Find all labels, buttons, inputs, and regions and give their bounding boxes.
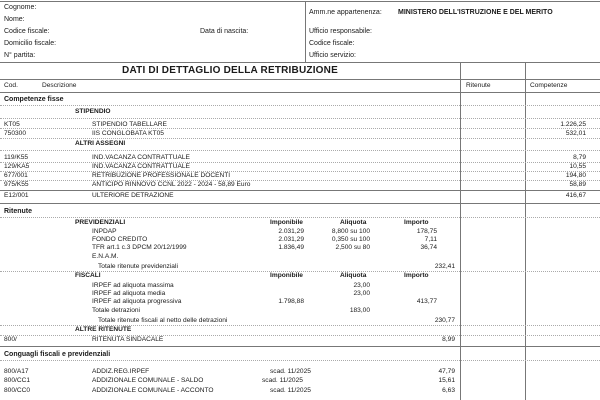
- subsection-previdenziali: PREVIDENZIALI: [75, 219, 126, 226]
- row-code: 975/K55: [4, 181, 29, 188]
- row-importo: 36,74: [420, 244, 437, 251]
- row-description: ADDIZ.REG.IRPEF: [92, 368, 150, 375]
- row-amount: 416,67: [565, 192, 586, 199]
- row-code: 800/A17: [4, 368, 29, 375]
- row-description: ANTICIPO RINNOVO CCNL 2022 - 2024 - 58,89 Euro: [92, 181, 251, 188]
- row-description: INPDAP: [92, 228, 117, 235]
- total-fiscali-value: 230,77: [434, 317, 455, 324]
- row-code: KT05: [4, 121, 20, 128]
- header-aliquota-fiscali: Aliquota: [340, 272, 367, 279]
- header-imponibile: Imponibile: [270, 219, 303, 226]
- row-amount: 47,79: [438, 368, 455, 375]
- total-previdenziali-label: Totale ritenute previdenziali: [98, 263, 178, 270]
- row-description: RITENUTA SINDACALE: [92, 336, 164, 343]
- row-description: E.N.A.M.: [92, 253, 119, 260]
- row-separator: [0, 162, 600, 163]
- column-header-description: Descrizione: [42, 82, 77, 89]
- column-header-code: Cod.: [4, 82, 18, 89]
- row-due-date: scad. 11/2025: [270, 387, 311, 394]
- row-code: 119/K55: [4, 154, 29, 161]
- row-separator: [0, 335, 600, 336]
- row-code: 800/: [4, 336, 17, 343]
- title-underline: [0, 79, 600, 80]
- row-imponibile: 1.798,88: [278, 298, 304, 305]
- name-label: Nome:: [4, 16, 25, 23]
- row-aliquota: 23,00: [353, 282, 370, 289]
- row-amount: 194,80: [565, 172, 586, 179]
- row-separator: [0, 217, 600, 218]
- row-amount: 8,99: [442, 336, 455, 343]
- section-title-conguagli: Conguagli fiscali e previdenziali: [4, 351, 111, 358]
- row-separator: [0, 190, 600, 191]
- row-description: STIPENDIO TABELLARE: [92, 121, 167, 128]
- responsible-office-label: Ufficio responsabile:: [309, 28, 372, 35]
- competenze-column-divider: [525, 63, 526, 400]
- row-code: 677/001: [4, 172, 28, 179]
- row-amount: 6,63: [442, 387, 455, 394]
- tax-domicile-label: Domicilio fiscale:: [4, 40, 57, 47]
- row-description: IRPEF ad aliquota progressiva: [92, 298, 182, 305]
- subsection-altri-assegni: ALTRI ASSEGNI: [75, 140, 126, 147]
- row-aliquota: 2,500 su 80: [335, 244, 370, 251]
- row-separator: [0, 118, 600, 119]
- row-aliquota: 0,350 su 100: [331, 236, 370, 243]
- position-number-label: N° partita:: [4, 52, 36, 59]
- header-importo-fiscali: Importo: [404, 272, 429, 279]
- row-description: IIS CONGLOBATA KT05: [92, 130, 164, 137]
- subsection-stipendio: STIPENDIO: [75, 108, 111, 115]
- header-bottom-line: [0, 62, 600, 63]
- row-code: 800/CC0: [4, 387, 31, 394]
- row-separator: [0, 171, 600, 172]
- row-due-date: scad. 11/2025: [270, 368, 311, 375]
- row-separator: [0, 105, 600, 106]
- row-importo: 413,77: [416, 298, 437, 305]
- surname-label: Cognome:: [4, 4, 37, 11]
- header-top-line: [0, 1, 600, 2]
- column-header-underline: [0, 92, 600, 93]
- affiliation-value: MINISTERO DELL'ISTRUZIONE E DEL MERITO: [398, 9, 553, 16]
- birth-date-label: Data di nascita:: [200, 28, 249, 35]
- row-importo: 7,11: [424, 236, 437, 243]
- row-amount: 10,55: [569, 163, 586, 170]
- tax-code-label: Codice fiscale:: [4, 28, 50, 35]
- row-separator: [0, 150, 600, 151]
- row-separator: [0, 128, 600, 129]
- row-description: FONDO CREDITO: [92, 236, 148, 243]
- row-separator: [0, 360, 600, 361]
- row-imponibile: 2.031,29: [278, 228, 304, 235]
- section-separator: [0, 346, 600, 347]
- total-previdenziali-value: 232,41: [434, 263, 455, 270]
- section-title-competenze: Competenze fisse: [4, 96, 64, 103]
- section-title-ritenute: Ritenute: [4, 208, 32, 215]
- header-importo: Importo: [404, 219, 429, 226]
- row-amount: 8,79: [573, 154, 586, 161]
- header-divider: [305, 1, 306, 62]
- page-title: DATI DI DETTAGLIO DELLA RETRIBUZIONE: [122, 65, 338, 76]
- section-separator: [0, 203, 600, 204]
- row-separator: [0, 138, 600, 139]
- row-amount: 1.226,25: [560, 121, 586, 128]
- row-description: IRPEF ad aliquota massima: [92, 282, 174, 289]
- total-detrazioni-label: Totale detrazioni: [92, 307, 141, 314]
- office-tax-code-label: Codice fiscale:: [309, 40, 355, 47]
- row-due-date: scad. 11/2025: [262, 377, 303, 384]
- service-office-label: Ufficio servizio:: [309, 52, 356, 59]
- row-aliquota: 23,00: [353, 290, 370, 297]
- row-importo: 178,75: [416, 228, 437, 235]
- row-description: ULTERIORE DETRAZIONE: [92, 192, 174, 199]
- row-imponibile: 1.836,49: [278, 244, 304, 251]
- row-description: IRPEF ad aliquota media: [92, 290, 166, 297]
- column-header-competenze: Competenze: [530, 82, 568, 89]
- row-amount: 15,61: [438, 377, 455, 384]
- row-imponibile: 2.031,29: [278, 236, 304, 243]
- row-description: IND.VACANZA CONTRATTUALE: [92, 154, 190, 161]
- row-description: IND.VACANZA CONTRATTUALE: [92, 163, 190, 170]
- column-header-ritenute: Ritenute: [466, 82, 491, 89]
- row-description: ADDIZIONALE COMUNALE - ACCONTO: [92, 387, 214, 394]
- row-description: RETRIBUZIONE PROFESSIONALE DOCENTI: [92, 172, 231, 179]
- ritenute-column-divider: [460, 63, 461, 400]
- total-fiscali-label: Totale ritenute fiscali al netto delle detrazioni: [98, 317, 228, 324]
- row-description: TFR art.1 c.3 DPCM 20/12/1999: [92, 244, 187, 251]
- row-code: 129/KA5: [4, 163, 30, 170]
- row-code: 800/CC1: [4, 377, 31, 384]
- row-aliquota: 8,800 su 100: [331, 228, 370, 235]
- total-detrazioni-value: 183,00: [349, 307, 370, 314]
- row-code: 750300: [4, 130, 27, 137]
- affiliation-label: Amm.ne appartenenza:: [309, 9, 382, 16]
- row-amount: 532,01: [565, 130, 586, 137]
- row-amount: 58,89: [569, 181, 586, 188]
- row-code: E12/001: [4, 192, 29, 199]
- subsection-altre-ritenute: ALTRE RITENUTE: [75, 326, 132, 333]
- row-description: ADDIZIONALE COMUNALE - SALDO: [92, 377, 204, 384]
- header-aliquota: Aliquota: [340, 219, 367, 226]
- subsection-fiscali: FISCALI: [75, 272, 101, 279]
- header-imponibile-fiscali: Imponibile: [270, 272, 303, 279]
- row-separator: [0, 180, 600, 181]
